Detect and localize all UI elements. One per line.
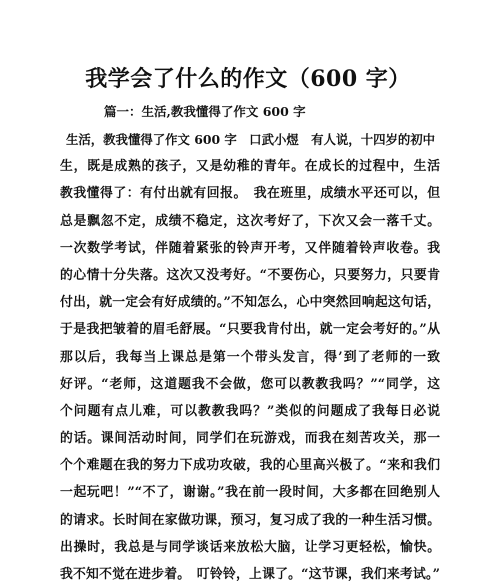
body-line: 个个难题在我的努力下成功攻破，我的心里高兴极了。“来和我们 <box>60 458 440 474</box>
body-line: 总是飘忽不定，成绩不稳定，这次考好了，下次又会一落千丈。 <box>60 213 440 229</box>
body-line: 教我懂得了：有付出就有回报。 我在班里，成绩水平还可以，但 <box>60 186 440 202</box>
body-line: 的请求。长时间在家做功课，预习，复习成了我的一种生活习惯。 <box>60 512 440 528</box>
body-line: 好评。“老师，这道题我不会做，您可以教教我吗？”“同学，这 <box>60 376 440 392</box>
body-line: 生活，教我懂得了作文 600 字 口武小煜 有人说，十四岁的初中 <box>66 132 436 147</box>
body-line: 的心情十分失落。这次又没考好。“不要伤心，只要努力，只要肯 <box>60 267 440 283</box>
body-line: 那以后，我每当上课总是第一个带头发言，得’到了老师的一致 <box>60 349 440 365</box>
body-line: 于是我把皱着的眉毛舒展。“只要我肯付出，就一定会考好的。”从 <box>60 322 440 338</box>
document-body <box>60 126 440 588</box>
document-title: 我学会了什么的作文（600 字） <box>85 66 411 92</box>
body-line: 付出，就一定会有好成绩的。”不知怎么，心中突然回响起这句话， <box>60 295 440 311</box>
body-line: 个问题有点儿难，可以教教我吗？”类似的问题成了我每日必说 <box>60 403 440 419</box>
body-line: 出操时，我总是与同学谈话来放松大脑，让学习更轻松，愉快。 <box>60 539 440 555</box>
document-subtitle: 篇一：生活,教我懂得了作文 600 字 <box>104 104 306 119</box>
body-line: 一次数学考试，伴随着紧张的铃声开考，又伴随着铃声收卷。我 <box>60 240 440 256</box>
body-line: 生，既是成熟的孩子，又是幼稚的青年。在成长的过程中，生活 <box>60 159 440 175</box>
body-line: 我不知不觉在进步着。 叮铃铃，上课了。“这节课，我们来考试。” <box>60 567 440 582</box>
body-line: 的话。课间活动时间，同学们在玩游戏，而我在刻苦攻关，那一 <box>60 431 440 447</box>
body-line: 一起玩吧！”“不了，谢谢。”我在前一段时间，大多都在回绝别人 <box>60 485 440 501</box>
